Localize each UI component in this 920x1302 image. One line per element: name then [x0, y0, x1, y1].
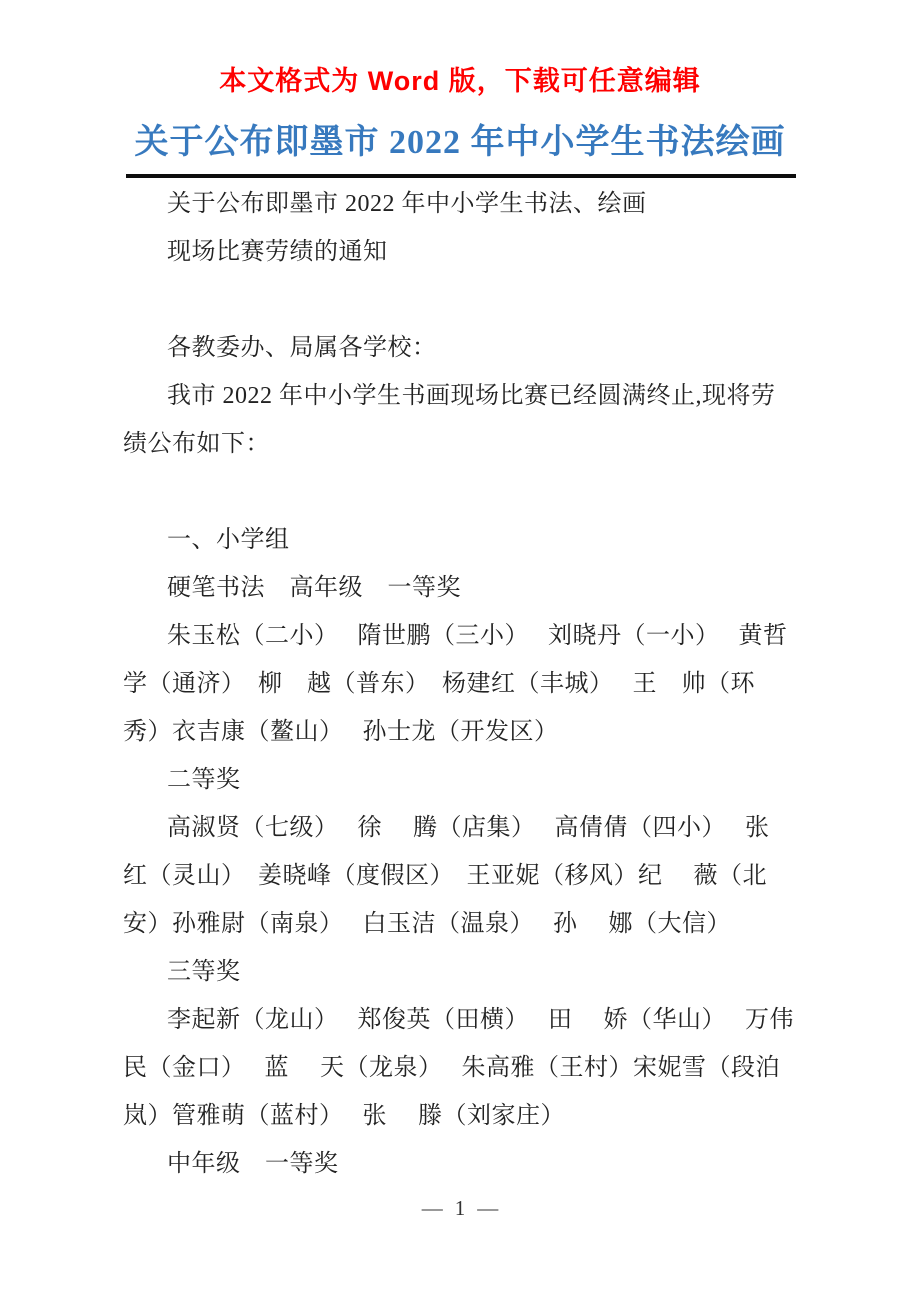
text-line: 现场比赛劳绩的通知	[167, 239, 388, 265]
document-title: 关于公布即墨市 2022 年中小学生书法绘画	[134, 124, 786, 161]
text-line: 关于公布即墨市 2022 年中小学生书法、绘画	[167, 191, 647, 217]
text-line: 民（金口） 蓝 天（龙泉） 朱高雅（王村）宋妮雪（段泊	[123, 1055, 780, 1081]
blank-line	[123, 276, 803, 324]
page-number: 1	[454, 1196, 466, 1220]
text-line: 安）孙雅尉（南泉） 白玉洁（温泉） 孙 娜（大信）	[123, 911, 731, 937]
text-line: 高淑贤（七级） 徐 腾（店集） 高倩倩（四小） 张	[167, 815, 770, 841]
text-line: 中年级 一等奖	[167, 1151, 339, 1177]
document-body	[123, 180, 803, 1188]
footer-dash-left: —	[421, 1196, 443, 1220]
text-line: 绩公布如下：	[123, 431, 270, 457]
page-number-footer	[0, 1196, 920, 1221]
text-line: 岚）管雅萌（蓝村） 张 滕（刘家庄）	[123, 1103, 565, 1129]
format-notice: 本文格式为 Word 版，下载可任意编辑	[219, 66, 701, 96]
text-line: 三等奖	[167, 959, 241, 985]
text-line: 各教委办、局属各学校：	[167, 335, 437, 361]
text-line: 一、小学组	[167, 527, 290, 553]
text-line: 李起新（龙山） 郑俊英（田横） 田 娇（华山） 万伟	[167, 1007, 794, 1033]
text-line: 红（灵山） 姜晓峰（度假区） 王亚妮（移风）纪 薇（北	[123, 863, 767, 889]
blank-line	[123, 468, 803, 516]
text-line: 二等奖	[167, 767, 241, 793]
text-line: 朱玉松（二小） 隋世鹏（三小） 刘晓丹（一小） 黄哲	[167, 623, 788, 649]
text-line: 我市 2022 年中小学生书画现场比赛已经圆满终止,现将劳	[167, 383, 776, 409]
text-line: 学（通济） 柳 越（普东） 杨建红（丰城） 王 帅（环	[123, 671, 755, 697]
title-divider	[126, 174, 796, 178]
footer-dash-right: —	[477, 1196, 499, 1220]
text-line: 秀）衣吉康（鳌山） 孙士龙（开发区）	[123, 719, 559, 745]
text-line: 硬笔书法 高年级 一等奖	[167, 575, 461, 601]
